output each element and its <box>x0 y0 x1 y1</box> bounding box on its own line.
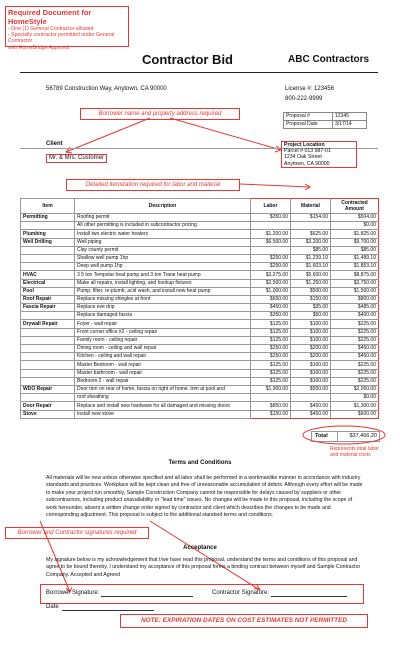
cell-material: $150.00 <box>291 295 331 303</box>
cell-item: Fascia Repair <box>21 304 75 312</box>
cell-item: HVAC <box>21 271 75 279</box>
cell-labor: $1,900.00 <box>251 385 291 393</box>
cell-material: $1,239.10 <box>291 254 331 262</box>
cell-description: Dining room - ceiling and wall repair <box>75 345 251 353</box>
cell-item <box>21 345 75 353</box>
contractor-signature-line[interactable] <box>271 590 347 597</box>
annotation-signatures: Borrower and Contractor signatures required <box>5 527 149 539</box>
project-location-line: 1234 Oak Street <box>284 154 322 161</box>
table-header-row <box>21 199 379 214</box>
license-number: License #: 123456 <box>285 86 335 92</box>
cell-contracted-amount: $0.00 <box>331 222 379 230</box>
cell-item <box>21 353 75 361</box>
table-row <box>21 369 379 377</box>
table-row <box>21 230 379 238</box>
proposal-date-label: Proposal Date <box>284 121 333 128</box>
cell-material: $100.00 <box>291 320 331 328</box>
cell-item <box>21 369 75 377</box>
cell-labor: $250.00 <box>251 353 291 361</box>
cell-material: $85.00 <box>291 246 331 254</box>
cell-contracted-amount: $225.00 <box>331 336 379 344</box>
total-label: Total <box>312 432 338 441</box>
cell-material: $100.00 <box>291 328 331 336</box>
cell-labor: $150.00 <box>251 410 291 418</box>
cell-contracted-amount: $9,700.00 <box>331 238 379 246</box>
header-labor: Labor <box>251 199 291 214</box>
cell-labor: $250.00 <box>251 345 291 353</box>
cell-item <box>21 377 75 385</box>
table-row <box>21 279 379 287</box>
cell-item: Pool <box>21 287 75 295</box>
cell-item: Roof Repair <box>21 295 75 303</box>
cell-labor <box>251 394 291 402</box>
contractor-signature[interactable] <box>212 590 347 597</box>
cell-contracted-amount: $225.00 <box>331 320 379 328</box>
cell-description: Foyer - wall repair <box>75 320 251 328</box>
cell-item: Well Drilling <box>21 238 75 246</box>
table-row <box>21 271 379 279</box>
cell-contracted-amount: $225.00 <box>331 328 379 336</box>
proposal-number-value: 12345 <box>335 113 349 119</box>
cell-item: WDO Repair <box>21 385 75 393</box>
itemization-table <box>20 198 378 419</box>
terms-title: Terms and Conditions <box>168 460 232 466</box>
cell-item <box>21 246 75 254</box>
cell-material: $50.00 <box>291 312 331 320</box>
cell-contracted-amount: $8,875.00 <box>331 271 379 279</box>
project-location-line: Anytown, CA 90000 <box>284 160 330 167</box>
annotation-expiration: NOTE: EXPIRATION DATES ON COST ESTIMATES NOT PERMITTED <box>120 614 368 628</box>
borrower-signature[interactable] <box>46 590 193 597</box>
annotation-total-note: Represents total labor and material costs <box>330 446 379 458</box>
requirement-line: with HomeBridge Approval <box>8 44 70 51</box>
cell-description: All other permitting is included in subcontractor pricing <box>75 222 251 230</box>
table-row <box>21 410 379 418</box>
cell-item <box>21 263 75 271</box>
cell-item: Electrical <box>21 279 75 287</box>
cell-material: $200.00 <box>291 353 331 361</box>
cell-description: Install new stove <box>75 410 251 418</box>
table-row <box>21 287 379 295</box>
cell-item: Plumbing <box>21 230 75 238</box>
cell-contracted-amount: $1,500.00 <box>331 287 379 295</box>
table-row <box>21 295 379 303</box>
cell-contracted-amount: $450.00 <box>331 345 379 353</box>
table-row <box>21 238 379 246</box>
cell-labor <box>251 222 291 230</box>
cell-description: Install two electric water heaters <box>75 230 251 238</box>
table-row <box>21 304 379 312</box>
cell-labor: $125.00 <box>251 369 291 377</box>
cell-material: $1,250.00 <box>291 279 331 287</box>
cell-material: $100.00 <box>291 361 331 369</box>
cell-description: Family room - ceiling repair <box>75 336 251 344</box>
cell-contracted-amount: $225.00 <box>331 361 379 369</box>
cell-item: Permitting <box>21 214 75 222</box>
cell-material: $550.00 <box>291 385 331 393</box>
borrower-signature-label: Borrower Signature: <box>46 590 100 596</box>
cell-item <box>21 336 75 344</box>
cell-contracted-amount: $2,050.00 <box>331 385 379 393</box>
total-circle <box>300 424 388 446</box>
table-row <box>21 222 379 230</box>
acceptance-body: My signature below is my acknowledgement that I/we have read this proposal, understand the terms and conditions of this proposal and agree to be bound thereby. I understand my acceptance of this proposal forms a binding contract between myself and Sample Contractor Company. Accepted and Agreed <box>46 557 361 578</box>
cell-description: Replace damaged fascia <box>75 312 251 320</box>
annotation-borrower-address: Borrower name and property address required <box>80 108 240 120</box>
cell-description: Roofing permit <box>75 214 251 222</box>
cell-contracted-amount: $800.00 <box>331 295 379 303</box>
cell-contracted-amount: $1,489.10 <box>331 254 379 262</box>
annotation-itemization: Detailed itemization required for labor and material <box>66 179 240 191</box>
acceptance-title: Acceptance <box>183 545 217 551</box>
cell-labor <box>251 246 291 254</box>
cell-contracted-amount: $225.00 <box>331 369 379 377</box>
cell-material: $200.00 <box>291 345 331 353</box>
table-row <box>21 214 379 222</box>
cell-description: Master bathroom - wall repair <box>75 369 251 377</box>
contractor-phone: 800-222-9999 <box>285 96 323 102</box>
cell-description: Front corner office #2 - ceiling repair <box>75 328 251 336</box>
table-row <box>21 377 379 385</box>
cell-contracted-amount: $600.00 <box>331 410 379 418</box>
cell-item: Drywall Repair <box>21 320 75 328</box>
cell-material: $450.00 <box>291 402 331 410</box>
cell-description: Bedroom 2 - wall repair <box>75 377 251 385</box>
cell-labor: $850.00 <box>251 402 291 410</box>
cell-description: Make all repairs, install lighting, and hookup fixtures <box>75 279 251 287</box>
cell-material: $100.00 <box>291 377 331 385</box>
proposal-number-label: Proposal # <box>284 113 333 120</box>
cell-labor: $350.00 <box>251 312 291 320</box>
cell-description: Pump, filter, re-plumb, acid wash, and install new heat pump <box>75 287 251 295</box>
contractor-signature-label: Contractor Signature: <box>212 590 270 596</box>
table-row <box>21 254 379 262</box>
cell-contracted-amount: $1,825.00 <box>331 230 379 238</box>
cell-item: Stove <box>21 410 75 418</box>
cell-labor: $125.00 <box>251 377 291 385</box>
cell-contracted-amount: $504.00 <box>331 214 379 222</box>
cell-description: Deep well pump 1hp <box>75 263 251 271</box>
cell-description: Replace missing shingles at front <box>75 295 251 303</box>
table-row <box>21 246 379 254</box>
cell-description: roof sheathing <box>75 394 251 402</box>
cell-material: $154.00 <box>291 214 331 222</box>
cell-labor: $6,500.00 <box>251 238 291 246</box>
cell-contracted-amount: $485.00 <box>331 304 379 312</box>
cell-contracted-amount: $225.00 <box>331 377 379 385</box>
cell-description: Well piping <box>75 238 251 246</box>
client-name: Mr. & Mrs. Customer <box>46 154 107 163</box>
document-title: Contractor Bid <box>142 52 233 67</box>
header-material: Material <box>291 199 331 214</box>
cell-contracted-amount: $85.00 <box>331 246 379 254</box>
borrower-signature-line[interactable] <box>101 590 193 597</box>
cell-item <box>21 361 75 369</box>
cell-item <box>21 394 75 402</box>
cell-material <box>291 222 331 230</box>
cell-labor: $1,000.00 <box>251 287 291 295</box>
cell-material: $500.00 <box>291 287 331 295</box>
cell-item <box>21 254 75 262</box>
table-row <box>21 328 379 336</box>
cell-material: $35.00 <box>291 304 331 312</box>
cell-labor: $650.00 <box>251 295 291 303</box>
header-contracted-amount: Contracted Amount <box>331 199 379 214</box>
table-row <box>21 353 379 361</box>
project-location-label: Project Location <box>284 142 325 148</box>
cell-item <box>21 312 75 320</box>
cell-description: Replace eve drip <box>75 304 251 312</box>
cell-material: $1,603.10 <box>291 263 331 271</box>
requirement-line: - One (1) General Contractor allowed <box>8 26 94 32</box>
requirement-line: - Specialty contractor permitted under General Contractor <box>8 32 115 45</box>
project-location-line: Parcel # 013 987-01 <box>284 148 331 155</box>
proposal-date-value: 3/17/14 <box>335 121 352 127</box>
cell-contracted-amount: $1,853.10 <box>331 263 379 271</box>
table-row <box>21 336 379 344</box>
terms-body: All materials will be new unless otherwise specified and all labor shall be performed in a workmanlike manner in accordance with industry standards and practices. Workplace will be kept clean and free of unreasonable accumulation of debris. Although every effort will be made to make your project run smoothly, Sample Construction Company cannot be responsible for delays caused by suppliers or other subcontractors, including product unavailability or "lead time" issues. No changes will be made to this proposal, including the scope of work hereunder, absent a written change order signed by contractor and client which describes the changes to be made and corresponding adjustment. This proposal is subject to the additional standard terms and conditions. <box>46 475 363 519</box>
cell-material: $3,200.00 <box>291 238 331 246</box>
cell-contracted-amount: $3,750.00 <box>331 279 379 287</box>
cell-material: $450.00 <box>291 410 331 418</box>
table-row <box>21 312 379 320</box>
cell-contracted-amount: $0.00 <box>331 394 379 402</box>
cell-labor: $2,500.00 <box>251 279 291 287</box>
table-row <box>21 361 379 369</box>
cell-item: Door Repair <box>21 402 75 410</box>
cell-description: Master Bedroom - wall repair <box>75 361 251 369</box>
cell-item <box>21 328 75 336</box>
cell-material: $100.00 <box>291 336 331 344</box>
total-value: $37,466.20 <box>349 433 377 439</box>
cell-labor: $1,200.00 <box>251 230 291 238</box>
table-row <box>21 263 379 271</box>
date-field[interactable] <box>46 604 154 611</box>
cell-description: 3 5 ton Tempstar heat pump and 3 ton Trane heat pump <box>75 271 251 279</box>
date-line[interactable] <box>62 604 154 611</box>
cell-labor: $3,275.00 <box>251 271 291 279</box>
cell-labor: $450.00 <box>251 304 291 312</box>
cell-labor: $350.00 <box>251 214 291 222</box>
cell-material <box>291 394 331 402</box>
cell-labor: $125.00 <box>251 328 291 336</box>
cell-contracted-amount: $450.00 <box>331 353 379 361</box>
contractor-address: 56789 Construction Way, Anytown, CA 90000 <box>46 86 167 92</box>
cell-description: Clay county permit <box>75 246 251 254</box>
cell-labor: $250.00 <box>251 254 291 262</box>
company-name: ABC Contractors <box>288 54 370 65</box>
requirement-title: Required Document for HomeStyle <box>8 8 92 26</box>
cell-description: Shallow well pump 1hp <box>75 254 251 262</box>
date-label: Date <box>46 604 59 610</box>
table-row <box>21 320 379 328</box>
client-label: Client <box>46 141 63 147</box>
cell-labor: $125.00 <box>251 320 291 328</box>
cell-labor: $125.00 <box>251 336 291 344</box>
cell-contracted-amount: $400.00 <box>331 312 379 320</box>
table-row <box>21 394 379 402</box>
cell-contracted-amount: $1,300.00 <box>331 402 379 410</box>
cell-labor: $250.00 <box>251 263 291 271</box>
header-description: Description <box>75 199 251 214</box>
cell-material: $625.00 <box>291 230 331 238</box>
cell-labor: $125.00 <box>251 361 291 369</box>
table-row <box>21 402 379 410</box>
cell-item <box>21 222 75 230</box>
table-row <box>21 385 379 393</box>
cell-description: Replace and install new hardware for all damaged and missing doors <box>75 402 251 410</box>
cell-description: Door trim on rear of home, fascia on right of home. trim at pool and <box>75 385 251 393</box>
table-row <box>21 345 379 353</box>
header-item: Item <box>21 199 75 214</box>
project-location <box>281 141 357 168</box>
cell-material: $100.00 <box>291 369 331 377</box>
cell-material: $5,600.00 <box>291 271 331 279</box>
cell-description: Kitchen - ceiling and wall repair <box>75 353 251 361</box>
